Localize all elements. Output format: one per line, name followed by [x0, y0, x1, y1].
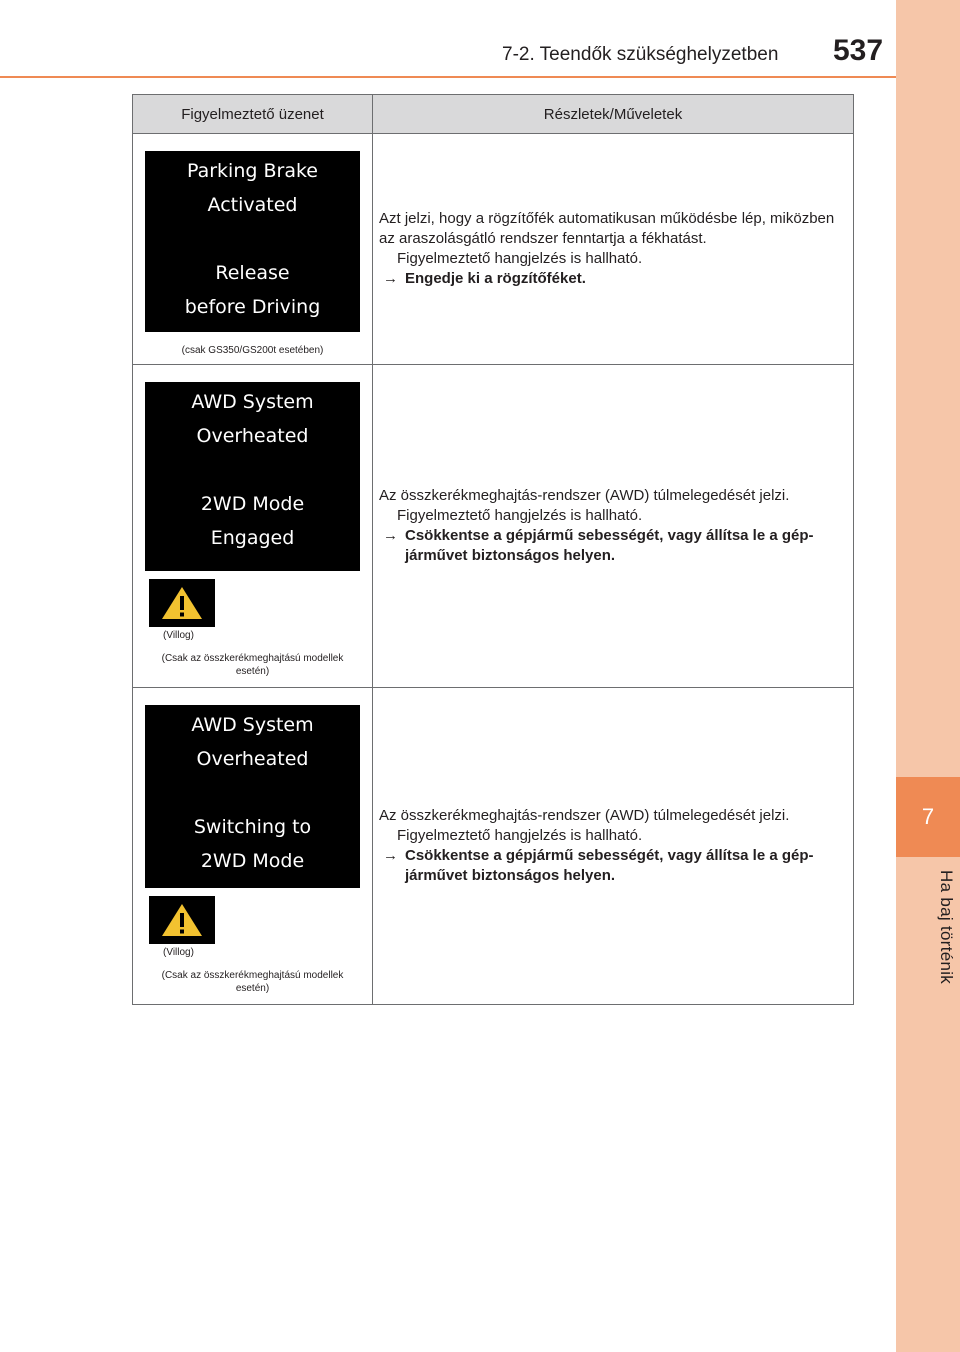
warning-light-box — [149, 579, 215, 627]
action-text: Csökkentse a gépjármű sebességét, vagy állítsa le a gép-járművet biztonságos helyen. — [405, 847, 814, 884]
screen-line: Switching to — [193, 816, 312, 838]
description-text: Az összkerékmeghajtás-rendszer (AWD) túlmelegedését jelzi. — [379, 807, 790, 824]
action-item — [379, 269, 843, 289]
screen-line: AWD System — [191, 714, 314, 736]
arrow-icon: → — [383, 847, 398, 864]
display-screen — [145, 151, 360, 332]
icon-label: (Villog) — [163, 630, 194, 641]
screen-line: AWD System — [191, 391, 314, 413]
screen-gap — [145, 453, 360, 487]
sound-text: Figyelmeztető hangjelzés is hallható. — [397, 507, 643, 524]
screen-line: 2WD Mode — [200, 850, 305, 872]
table-row — [133, 688, 854, 1005]
display-screen — [145, 705, 360, 888]
description-text: Azt jelzi, hogy a rögzítőfék automatikusan működésbe lép, miközben az araszolásgátló rendszer fenntartja a fékhatást. — [379, 210, 835, 247]
warning-triangle-icon — [160, 585, 204, 621]
message-cell — [133, 365, 373, 688]
screen-line: Overheated — [196, 748, 309, 770]
section-title: 7-2. Teendők szükséghelyzetben — [502, 44, 779, 65]
screen-gap — [145, 776, 360, 810]
screen-line: Parking Brake — [187, 160, 318, 182]
warning-light-box — [149, 896, 215, 944]
action-text: Engedje ki a rögzítőféket. — [405, 270, 586, 287]
message-cell — [133, 134, 373, 365]
model-note: (Csak az összkerékmeghajtású modellek esetén) — [161, 970, 344, 994]
screen-line: Engaged — [210, 527, 295, 549]
chapter-number: 7 — [896, 777, 960, 857]
details-cell — [373, 134, 854, 365]
screen-line: before Driving — [184, 296, 321, 318]
screen-line: Activated — [207, 194, 298, 216]
action-item — [379, 846, 843, 886]
screen-line: Overheated — [196, 425, 309, 447]
icon-label: (Villog) — [163, 947, 194, 958]
header-rule — [0, 76, 896, 78]
chapter-title: Ha baj történik — [937, 870, 956, 985]
details-cell — [373, 688, 854, 1005]
details-cell — [373, 365, 854, 688]
chapter-side-tab — [896, 0, 960, 1352]
screen-line: Release — [215, 262, 290, 284]
arrow-icon: → — [383, 527, 398, 544]
arrow-icon: → — [383, 270, 398, 287]
table-row — [133, 365, 854, 688]
column-header-details: Részletek/Műveletek — [373, 95, 854, 134]
column-header-message: Figyelmeztető üzenet — [133, 95, 373, 134]
table-header-row — [133, 95, 854, 134]
warning-triangle-icon — [160, 902, 204, 938]
description-text: Az összkerékmeghajtás-rendszer (AWD) túlmelegedését jelzi. — [379, 487, 790, 504]
action-text: Csökkentse a gépjármű sebességét, vagy állítsa le a gép-járművet biztonságos helyen. — [405, 527, 814, 564]
action-item — [379, 526, 843, 566]
screen-line: 2WD Mode — [200, 493, 305, 515]
message-cell — [133, 688, 373, 1005]
screen-gap — [145, 222, 360, 256]
table-row — [133, 134, 854, 365]
display-screen — [145, 382, 360, 571]
sound-text: Figyelmeztető hangjelzés is hallható. — [397, 827, 643, 844]
page-number: 537 — [833, 34, 884, 67]
model-note: (csak GS350/GS200t esetében) — [181, 345, 324, 356]
warning-message-table — [132, 94, 854, 1005]
sound-text: Figyelmeztető hangjelzés is hallható. — [397, 250, 643, 267]
model-note: (Csak az összkerékmeghajtású modellek esetén) — [161, 653, 344, 677]
